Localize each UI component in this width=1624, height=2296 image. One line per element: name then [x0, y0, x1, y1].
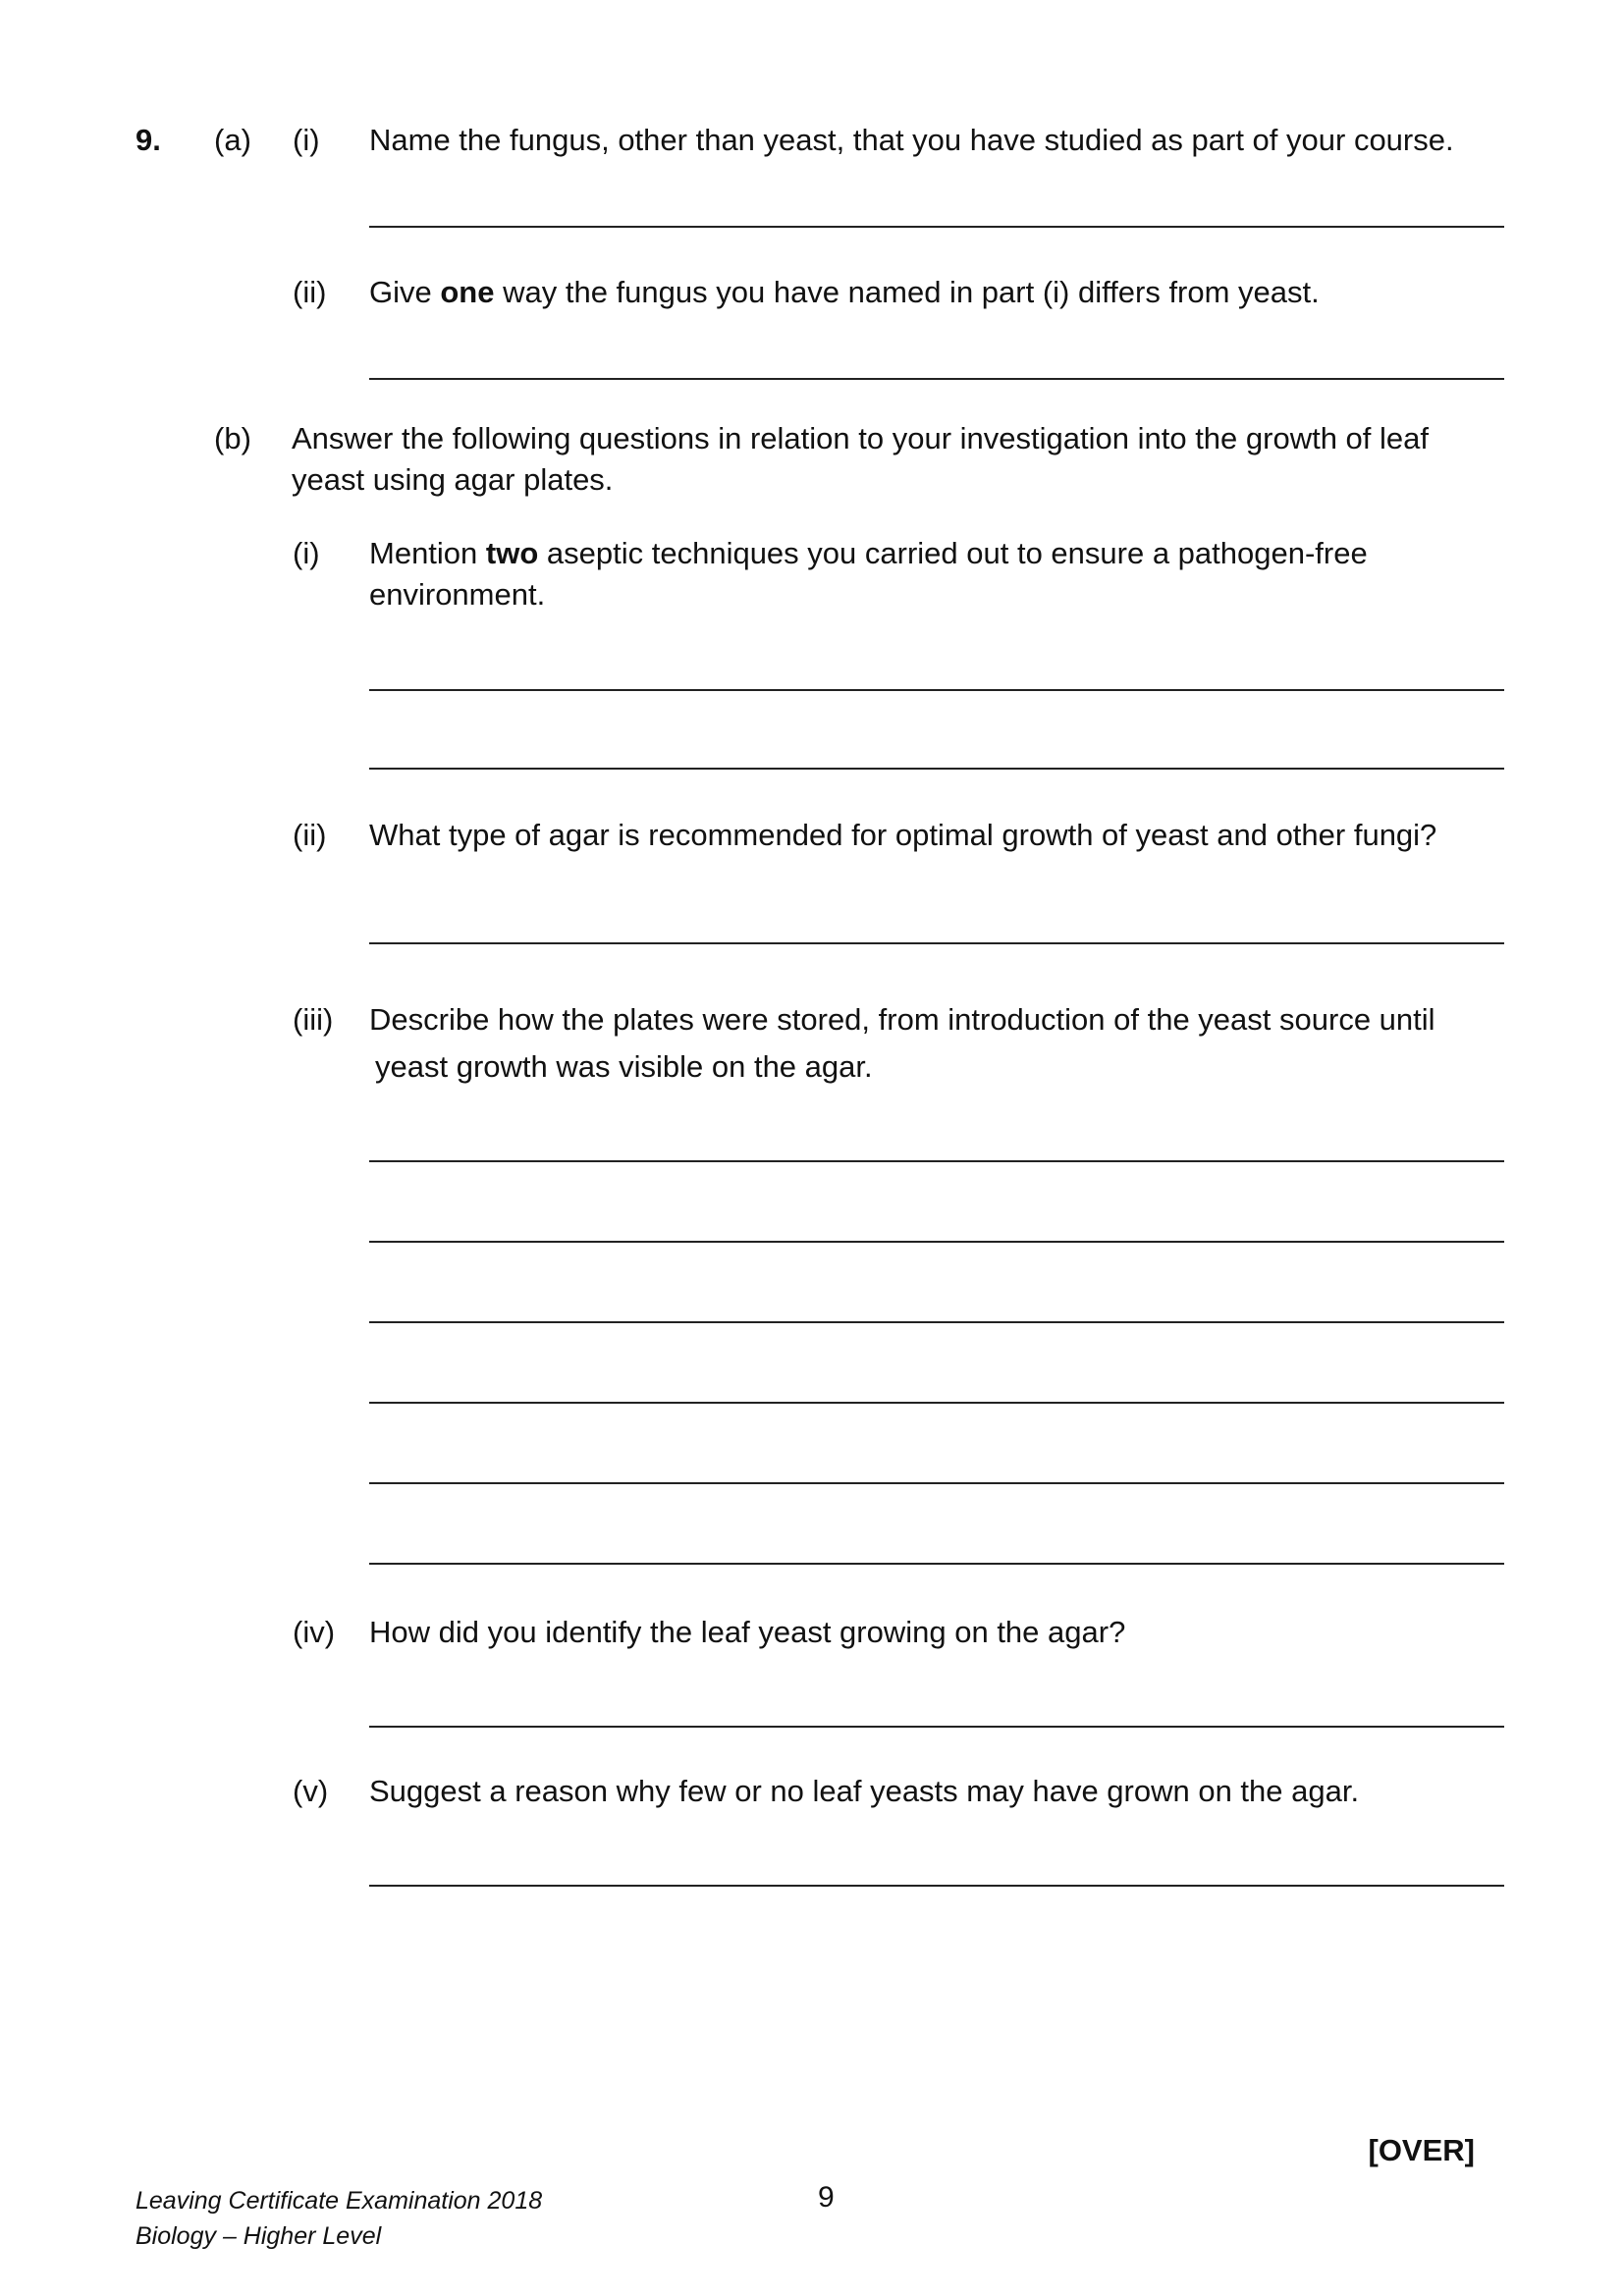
part-b-ii-label: (ii) — [293, 818, 327, 852]
part-a-i-text: Name the fungus, other than yeast, that you have studied as part of your course. — [369, 123, 1454, 157]
part-b-iv-text: How did you identify the leaf yeast growing on the agar? — [369, 1615, 1126, 1649]
answer-line[interactable] — [369, 942, 1504, 944]
over-label: [OVER] — [1368, 2133, 1475, 2167]
part-a-ii-text — [369, 272, 1320, 313]
part-b-iii-text-line1: Describe how the plates were stored, from introduction of the yeast source until — [369, 1002, 1435, 1037]
answer-line[interactable] — [369, 1402, 1504, 1404]
answer-line[interactable] — [369, 1726, 1504, 1728]
part-a-ii-text-after: way the fungus you have named in part (i) differs from yeast. — [494, 275, 1320, 309]
part-b-v-text: Suggest a reason why few or no leaf yeasts may have grown on the agar. — [369, 1774, 1360, 1808]
part-b-i-text — [369, 533, 1368, 574]
part-b-v-label: (v) — [293, 1774, 329, 1808]
part-b-i-text-bold: two — [485, 536, 539, 570]
answer-line[interactable] — [369, 378, 1504, 380]
question-number: 9. — [135, 123, 161, 157]
answer-line[interactable] — [369, 1241, 1504, 1243]
part-b-intro-line2: yeast using agar plates. — [292, 462, 614, 497]
answer-line[interactable] — [369, 1160, 1504, 1162]
part-b-iv-label: (iv) — [293, 1615, 336, 1649]
part-b-i-text-before: Mention — [369, 536, 486, 570]
part-b-i-text-line2: environment. — [369, 577, 546, 612]
footer-exam-title: Leaving Certificate Examination 2018 — [135, 2187, 543, 2215]
part-b-i-label: (i) — [293, 536, 320, 570]
answer-line[interactable] — [369, 768, 1504, 770]
answer-line[interactable] — [369, 1482, 1504, 1484]
page-number: 9 — [818, 2181, 835, 2214]
part-a-ii-label: (ii) — [293, 275, 327, 309]
part-b-ii-text: What type of agar is recommended for optimal growth of yeast and other fungi? — [369, 818, 1437, 852]
answer-line[interactable] — [369, 689, 1504, 691]
part-a-ii-text-before: Give — [369, 275, 441, 309]
part-b-i-text-after: aseptic techniques you carried out to ensure a pathogen-free — [538, 536, 1368, 570]
part-b-label: (b) — [214, 421, 251, 455]
answer-line[interactable] — [369, 1885, 1504, 1887]
part-a-ii-text-bold: one — [440, 275, 495, 309]
part-a-i-label: (i) — [293, 123, 320, 157]
part-a-label: (a) — [214, 123, 251, 157]
part-b-iii-text-line2: yeast growth was visible on the agar. — [375, 1049, 873, 1084]
part-b-iii-label: (iii) — [293, 1002, 334, 1037]
part-b-intro-line1: Answer the following questions in relation to your investigation into the growth of leaf — [292, 421, 1430, 455]
answer-line[interactable] — [369, 226, 1504, 228]
footer-subject-level: Biology – Higher Level — [135, 2222, 382, 2250]
answer-line[interactable] — [369, 1321, 1504, 1323]
answer-line[interactable] — [369, 1563, 1504, 1565]
